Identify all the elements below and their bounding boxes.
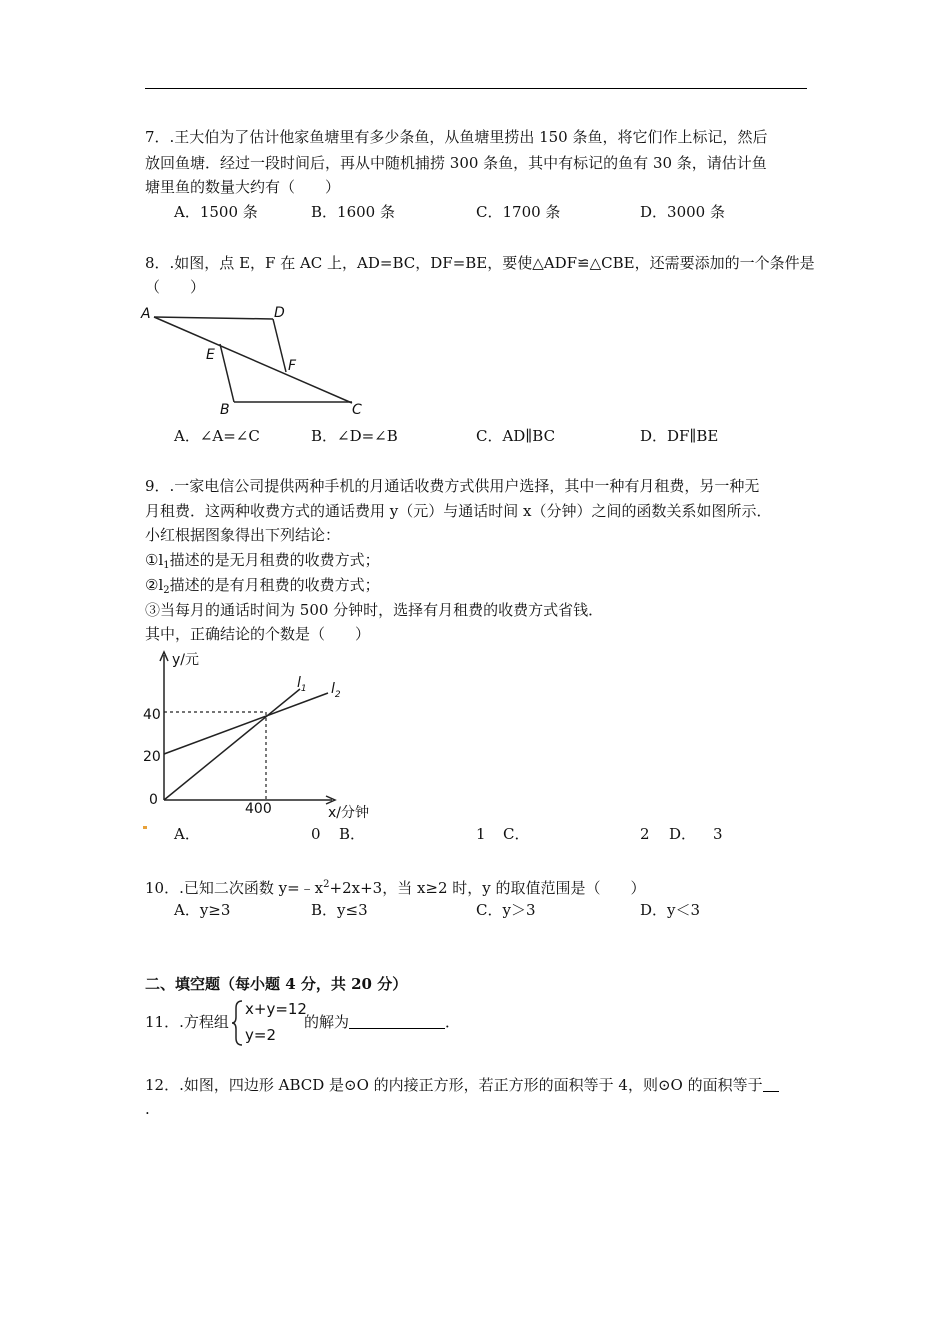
q9-option-d: D． — [669, 825, 697, 843]
q11-equation-2: y=2 — [245, 1026, 276, 1044]
q12-answer-blank[interactable] — [763, 1076, 779, 1092]
q9-option-a-value: 0 — [311, 825, 321, 843]
q8-figure — [140, 300, 380, 420]
q7-line-1: 7．.王大伯为了估计他家鱼塘里有多少条鱼，从鱼塘里捞出 150 条鱼，将它们作上标记，然后 — [145, 128, 768, 146]
q10-option-c: C．y＞3 — [476, 901, 536, 919]
point-c-label: C — [352, 402, 362, 418]
line-l2 — [164, 693, 328, 754]
segment-ad — [154, 317, 273, 319]
q10-option-b: B．y≤3 — [311, 901, 368, 919]
q8-option-d: D．DF∥BE — [640, 427, 719, 445]
q7-line-3: 塘里鱼的数量大约有（ ） — [145, 178, 341, 196]
l2-label: $l_2$ — [331, 681, 341, 700]
q11-prefix: 11．.方程组 — [145, 1013, 229, 1031]
l1-label: $l_1$ — [297, 675, 307, 694]
q9-line-3: 小红根据图象得出下列结论： — [145, 526, 341, 544]
q7-option-c: C．1700 条 — [476, 203, 561, 221]
q12-line-1: 12．.如图，四边形 ABCD 是⊙O 的内接正方形，若正方形的面积等于 4，则⊙O 的面积等于 — [145, 1074, 779, 1096]
header-rule — [145, 88, 807, 89]
q9-conclusion-3: ③当每月的通话时间为 500 分钟时，选择有月租费的收费方式省钱． — [145, 601, 604, 619]
segment-ac — [154, 317, 352, 403]
line-l1 — [164, 689, 300, 800]
q9-option-d-value: 3 — [713, 825, 723, 843]
q9-conclusion-1: $①l_1$描述的是无月租费的收费方式； — [145, 551, 380, 571]
q11-answer: 的解为 ． — [304, 1013, 461, 1031]
section-2-title: 二、填空题（每小题 4 分，共 20 分） — [145, 975, 408, 993]
q7-option-a: A．1500 条 — [174, 203, 258, 221]
q11-brace — [232, 999, 244, 1047]
point-b-label: B — [220, 402, 230, 418]
segment-be — [220, 344, 234, 402]
y-tick-0: 0 — [149, 792, 158, 808]
q8-line-1: 8．.如图，点 E，F 在 AC 上，AD=BC，DF=BE，要使△ADF≌△CBE，还需要添加的一个条件是 — [145, 254, 815, 272]
x-axis-label: x/分钟 — [328, 805, 370, 821]
q8-option-b: B．∠D=∠B — [311, 427, 398, 445]
q9-option-a: A． — [174, 825, 200, 843]
q10-line: 10．.已知二次函数 $y=﹣x^2+2x+3$，当 x≥2 时，y 的取值范围是（ ） — [145, 879, 646, 897]
q10-option-d: D．y＜3 — [640, 901, 701, 919]
small-mark — [143, 826, 147, 829]
q7-option-d: D．3000 条 — [640, 203, 725, 221]
q9-conclusion-2: $②l_2$描述的是有月租费的收费方式； — [145, 576, 380, 596]
q7-option-b: B．1600 条 — [311, 203, 395, 221]
q9-option-c: C． — [503, 825, 530, 843]
q9-option-b-value: 1 — [476, 825, 486, 843]
q9-line-4: 其中，正确结论的个数是（ ） — [145, 625, 371, 643]
point-d-label: D — [274, 305, 285, 321]
q12-line-2: . — [145, 1100, 150, 1118]
q9-line-1: 9．.一家电信公司提供两种手机的月通话收费方式供用户选择，其中一种有月租费，另一种无 — [145, 477, 760, 495]
point-f-label: F — [288, 358, 297, 374]
q11-equation-1: x+y=12 — [245, 1000, 307, 1018]
y-tick-40: 40 — [143, 707, 161, 723]
point-e-label: E — [206, 347, 215, 363]
point-a-label: A — [141, 306, 151, 322]
x-tick-400: 400 — [245, 801, 272, 817]
q9-graph — [140, 645, 390, 825]
q8-option-c: C．AD∥BC — [476, 427, 556, 445]
q9-line-2: 月租费．这两种收费方式的通话费用 y（元）与通话时间 x（分钟）之间的函数关系如图所示． — [145, 502, 772, 520]
q8-line-2: （ ） — [145, 278, 206, 296]
y-axis-label: y/元 — [172, 652, 200, 668]
q10-option-a: A．y≥3 — [174, 901, 231, 919]
y-tick-20: 20 — [143, 749, 161, 765]
q11-answer-blank[interactable] — [349, 1013, 445, 1029]
q8-option-a: A．∠A=∠C — [174, 427, 260, 445]
q7-line-2: 放回鱼塘．经过一段时间后，再从中随机捕捞 300 条鱼，其中有标记的鱼有 30 条，请估计鱼 — [145, 154, 767, 172]
q9-option-b: B． — [339, 825, 366, 843]
segment-df — [273, 319, 286, 372]
q9-option-c-value: 2 — [640, 825, 650, 843]
